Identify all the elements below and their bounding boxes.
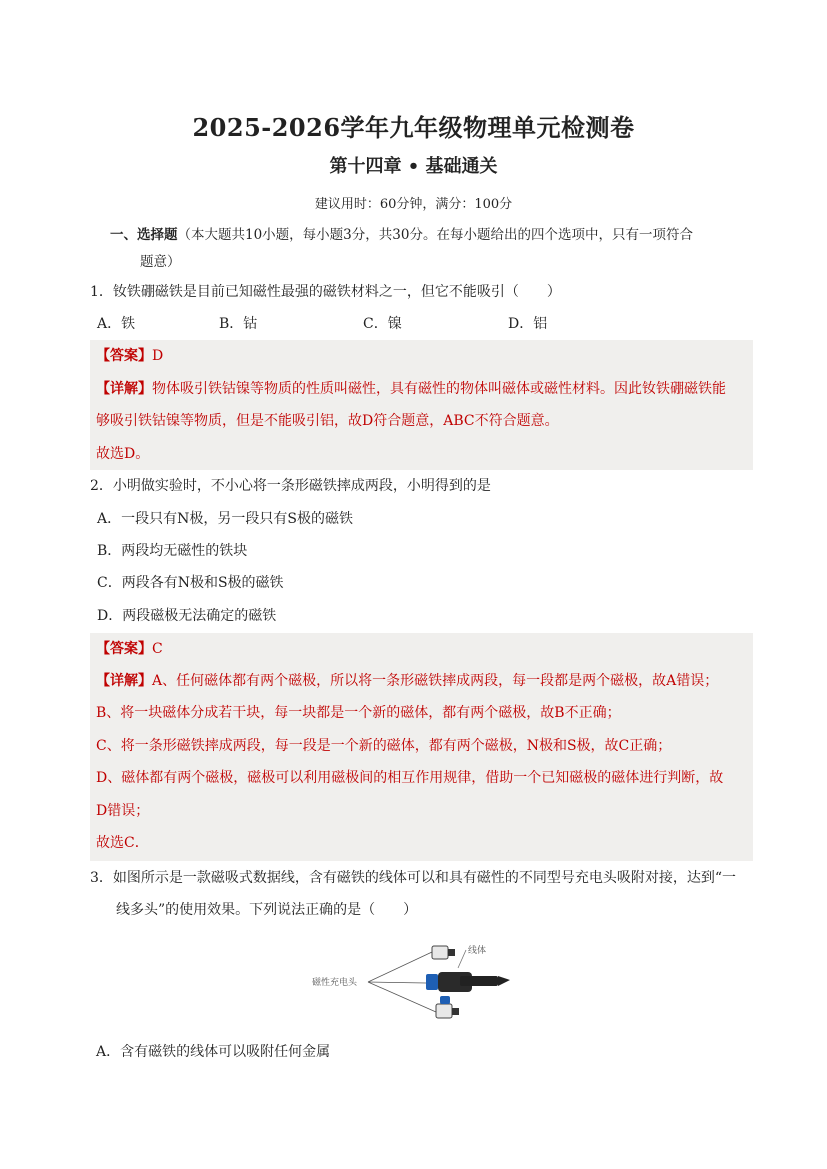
question-3-stem-line2: 线多头”的使用效果。下列说法正确的是（ ）: [116, 902, 418, 918]
question-2-detail-line4: D、磁体都有两个磁极，磁极可以利用磁极间的相互作用规律，借助一个已知磁极的磁体进行判断，故: [96, 770, 724, 786]
question-1-option-d: D．铝: [508, 316, 548, 332]
question-1-answer-box: [90, 340, 753, 470]
section-description-line2: 题意）: [140, 254, 181, 270]
answer-value: C: [152, 641, 163, 657]
question-2-option-a: A．一段只有N极，另一段只有S极的磁铁: [97, 511, 353, 527]
detail-text: A、任何磁体都有两个磁极，所以将一条形磁铁摔成两段，每一段都是两个磁极，故A错误；: [152, 673, 719, 689]
question-2-answer: [96, 639, 163, 659]
question-1-option-b: B．钴: [219, 316, 258, 332]
question-1-answer: [96, 346, 163, 366]
section-description: （本大题共10小题，每小题3分，共30分。在每小题给出的四个选项中，只有一项符合: [177, 227, 693, 243]
detail-label: 【详解】: [96, 673, 152, 689]
detail-label: 【详解】: [96, 381, 152, 397]
cable-pointer-line: [458, 950, 466, 968]
pointer-line-top: [368, 952, 432, 982]
answer-label: 【答案】: [96, 348, 152, 364]
question-2-option-b: B．两段均无磁性的铁块: [97, 543, 248, 559]
section-heading-line1: [110, 225, 693, 245]
answer-value: D: [152, 348, 164, 364]
question-1-detail-line2: 够吸引铁钴镍等物质，但是不能吸引铝，故D符合题意，ABC不符合题意。: [96, 413, 559, 429]
cable-body-icon: [426, 972, 510, 992]
question-2-detail-line3: C、将一条形磁铁摔成两段，每一段是一个新的磁体，都有两个磁极，N极和S极，故C正确；: [96, 738, 672, 754]
question-2-conclusion: 故选C．: [96, 835, 149, 851]
section-heading: 一、选择题: [110, 227, 178, 243]
timing-info: 建议用时：60分钟，满分：100分: [314, 197, 513, 212]
question-2-detail-line1: [96, 671, 718, 691]
figure-label-heads: 磁性充电头: [312, 978, 358, 988]
question-2-option-d: D．两段磁极无法确定的磁铁: [97, 608, 277, 624]
question-3-option-a: A．含有磁铁的线体可以吸附任何金属: [96, 1044, 331, 1060]
pointer-line-mid: [368, 982, 426, 983]
charging-head-top-icon: [432, 946, 455, 959]
figure-label-cable: 线体: [468, 946, 487, 956]
question-2-stem: 2．小明做实验时，不小心将一条形磁铁摔成两段，小明得到的是: [90, 478, 491, 494]
question-2-detail-line2: B、将一块磁体分成若干块，每一块都是一个新的磁体，都有两个磁极，故B不正确；: [96, 705, 621, 721]
question-1-option-a: A．铁: [97, 316, 136, 332]
question-2-detail-line5: D错误；: [96, 803, 150, 819]
charging-head-bottom-icon: [436, 996, 459, 1018]
detail-text: 物体吸引铁钴镍等物质的性质叫磁性，具有磁性的物体叫磁体或磁性材料。因此钕铁硼磁铁能: [152, 381, 726, 397]
chapter-subtitle: 第十四章 • 基础通关: [329, 156, 498, 177]
magnetic-cable-figure: [310, 938, 520, 1028]
question-3-stem-line1: 3．如图所示是一款磁吸式数据线，含有磁铁的线体可以和具有磁性的不同型号充电头吸附对接，达到“一: [90, 870, 737, 886]
answer-label: 【答案】: [96, 641, 152, 657]
pointer-line-bottom: [368, 982, 436, 1012]
question-1-stem: 1．钕铁硼磁铁是目前已知磁性最强的磁铁材料之一，但它不能吸引（ ）: [90, 284, 561, 300]
question-1-detail-line1: [96, 379, 726, 399]
question-2-option-c: C．两段各有N极和S极的磁铁: [97, 575, 284, 591]
question-1-conclusion: 故选D。: [96, 446, 150, 462]
question-1-option-c: C．镍: [363, 316, 402, 332]
page-title: 2025-2026学年九年级物理单元检测卷: [192, 113, 635, 142]
